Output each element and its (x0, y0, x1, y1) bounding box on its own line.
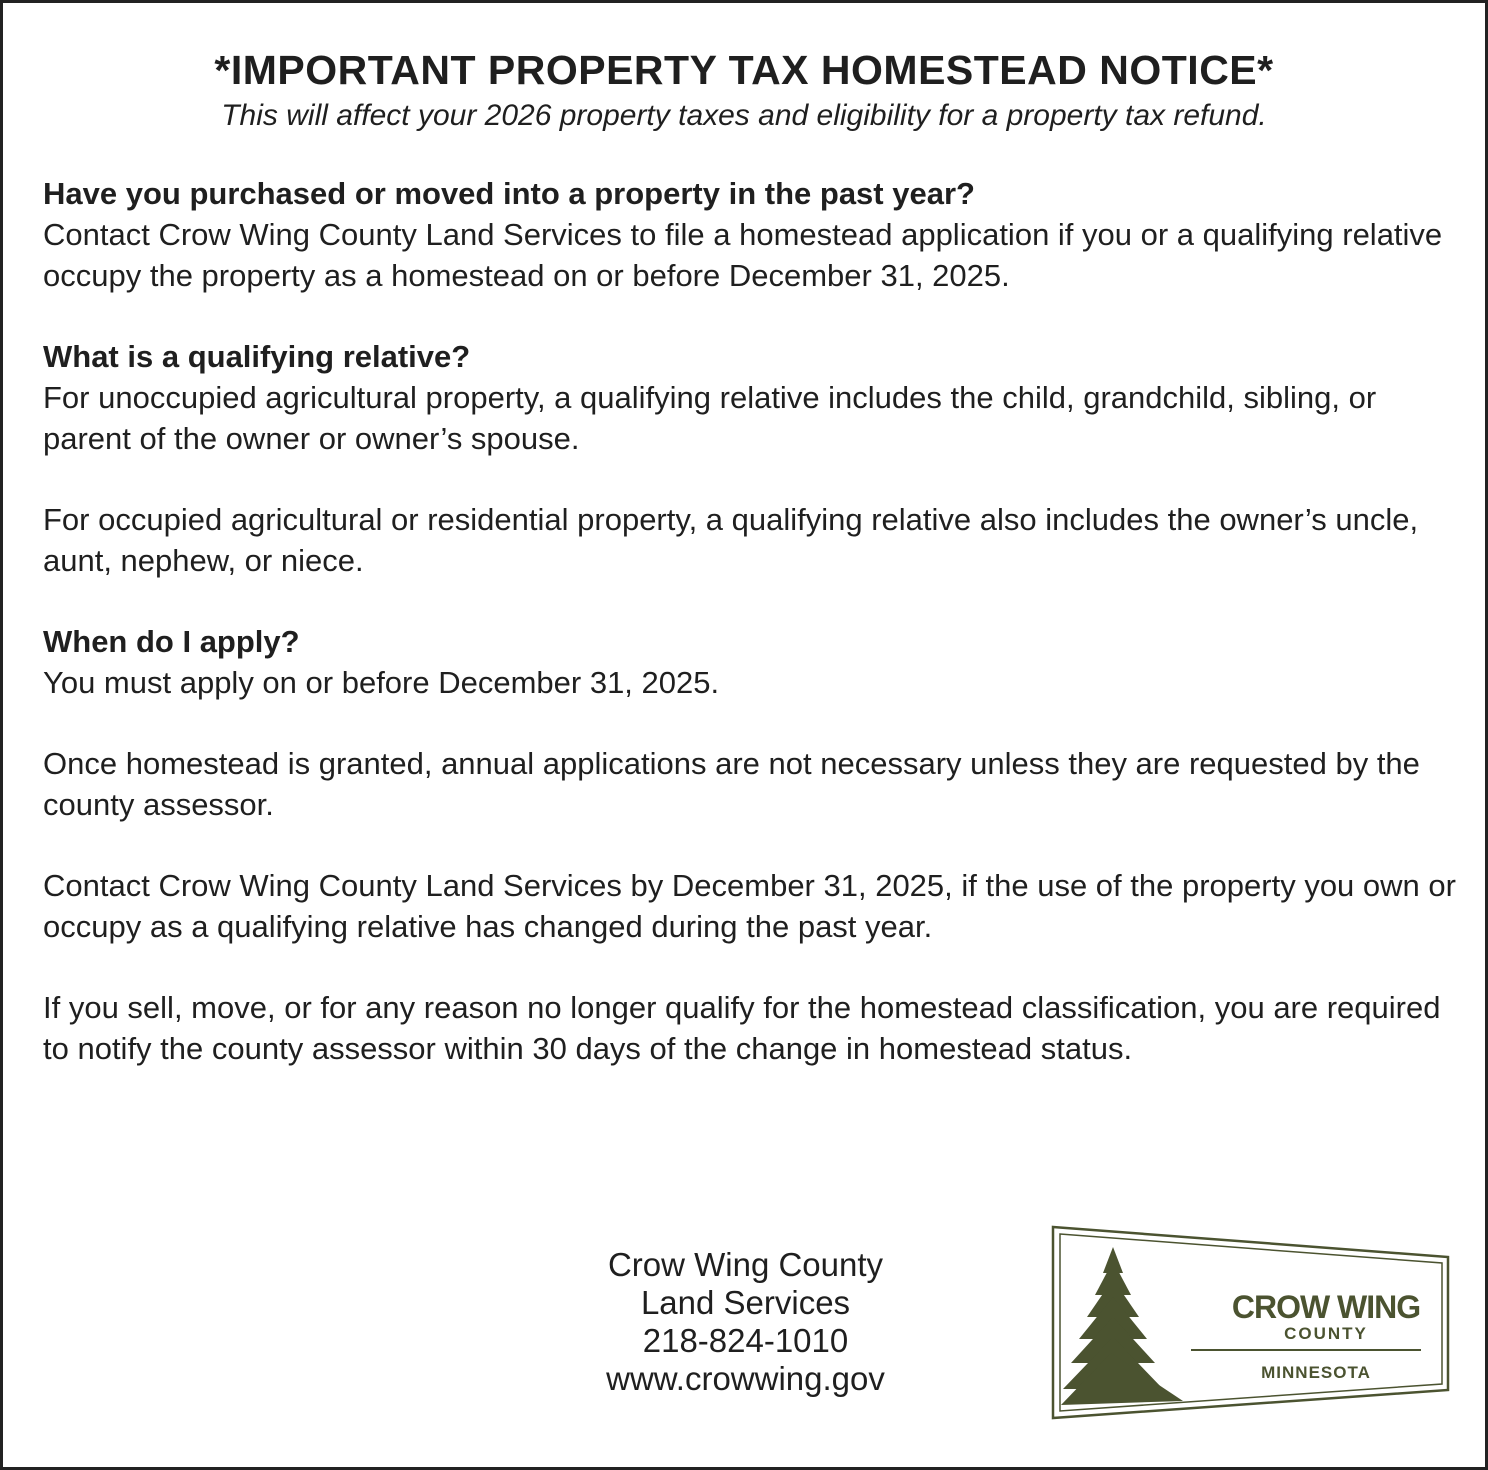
logo-name: CROW WING (1231, 1289, 1421, 1325)
contact-website: www.crowwing.gov (606, 1360, 885, 1397)
section-paragraph: Contact Crow Wing County Land Services by December 31, 2025, if the use of the property you own or occupy as a qualifying relative has changed during the past year. (43, 868, 1456, 944)
logo-county: COUNTY (1284, 1324, 1368, 1343)
section-paragraph: If you sell, move, or for any reason no longer qualify for the homestead classification, you are required to notify the county assessor within 30 days of the change in homestead status. (43, 990, 1441, 1066)
section-heading: What is a qualifying relative? (43, 339, 471, 374)
section-paragraph: For occupied agricultural or residential property, a qualifying relative also includes the owner’s uncle, aunt, nephew, or niece. (43, 502, 1419, 578)
section-use-changed (43, 865, 1458, 947)
section-paragraph: Contact Crow Wing County Land Services to file a homestead application if you or a qualifying relative occupy the property as a homestead on or before December 31, 2025. (43, 217, 1443, 293)
section-purchased (43, 173, 1458, 296)
section-annual-applications (43, 743, 1458, 825)
section-when-apply (43, 621, 1458, 703)
contact-department: Land Services (640, 1284, 851, 1321)
section-heading: Have you purchased or moved into a property in the past year? (43, 176, 975, 211)
contact-info (543, 1246, 948, 1398)
section-paragraph: You must apply on or before December 31, 2025. (43, 665, 720, 700)
section-heading: When do I apply? (43, 624, 300, 659)
section-qualifying-relative (43, 336, 1458, 459)
contact-organization: Crow Wing County (607, 1246, 884, 1283)
section-paragraph: For unoccupied agricultural property, a qualifying relative includes the child, grandchild, sibling, or parent of the owner or owner’s spouse. (43, 380, 1377, 456)
notice-body (43, 173, 1458, 1109)
section-no-longer-qualify (43, 987, 1458, 1069)
contact-phone: 218-824-1010 (642, 1322, 849, 1359)
crow-wing-county-logo (1051, 1225, 1451, 1421)
notice-subtitle: This will affect your 2026 property taxes and eligibility for a property tax refund. (221, 99, 1267, 132)
section-paragraph: Once homestead is granted, annual applications are not necessary unless they are requested by the county assessor. (43, 746, 1420, 822)
logo-state: MINNESOTA (1261, 1363, 1371, 1382)
notice-title: *IMPORTANT PROPERTY TAX HOMESTEAD NOTICE* (214, 47, 1274, 93)
section-occupied-property (43, 499, 1458, 581)
